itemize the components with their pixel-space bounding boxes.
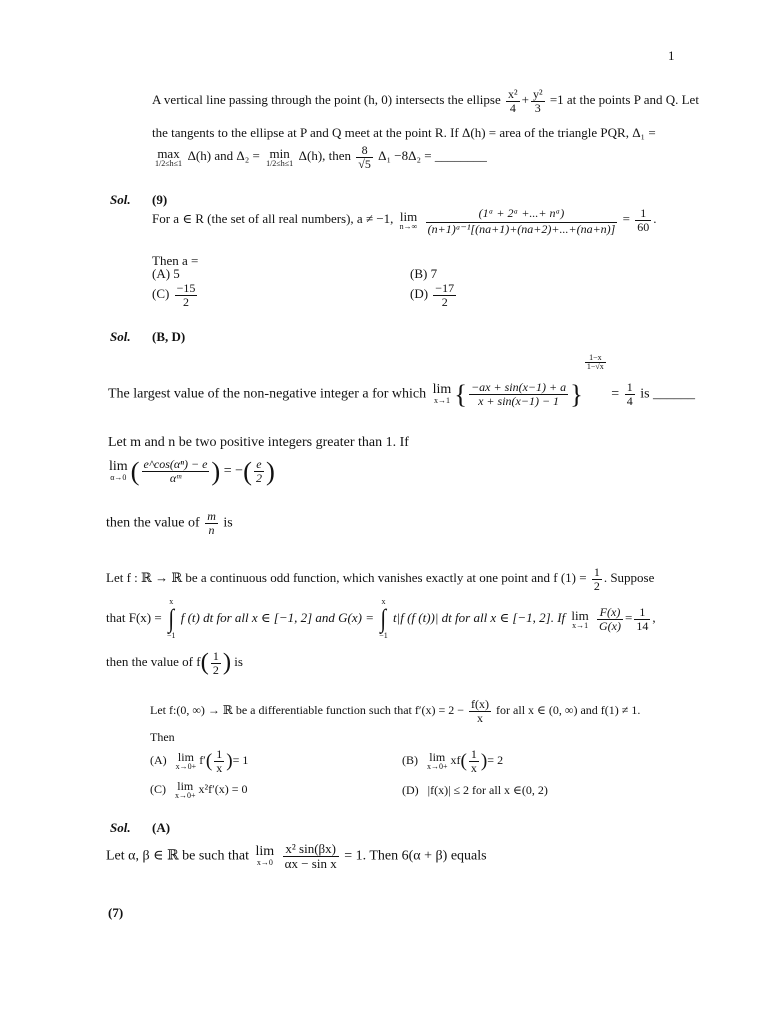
- q7-text-2: = 1. Then 6(α + β) equals: [344, 848, 487, 864]
- ellipse-x-fraction: $\frac{\text{x²}}{4}$: [508, 87, 518, 115]
- question-4-limit-expression: lim α→0 ( $\frac{\text{e\textasciicircum{}cos(αⁿ) − e}}{\text{αᵐ}}$ ) = −( $\frac{e}{2}$ ): [109, 456, 275, 486]
- option-6b: (B) lim x→0+ xf( $\frac{1}{x}$ )= 2: [402, 747, 504, 775]
- solution-7-answer: (7): [108, 905, 124, 920]
- q5-rhs-fraction: $\frac{1}{14}$: [636, 604, 649, 633]
- q5-text-3: that F(x) =: [106, 609, 162, 625]
- q3-exponent: $\frac{1-x}{1-√x}$: [586, 353, 604, 372]
- q5-half-fraction: $\frac{1}{2}$: [593, 565, 600, 593]
- q2-equals: =: [622, 211, 630, 227]
- integral-2-body: t|f (f (t))| dt for all x ∈ [−1, 2]. If: [393, 609, 566, 625]
- solution-1-answer: (9): [152, 192, 168, 207]
- option-2c-fraction: $\frac{-15}{2}$: [176, 281, 196, 309]
- integral-2: x ∫ −1: [379, 597, 388, 640]
- option-2a: (A) 5: [152, 266, 180, 281]
- question-7-line: [106, 842, 487, 870]
- q4-right-paren: ): [211, 456, 221, 486]
- max-operator: max 1/2≤h≤1: [155, 145, 183, 168]
- question-3-line: The largest value of the non-negative integer a for which lim x→1 { $\frac{-ax + \sin(x-1) + a}{x + \sin(x-1) - 1}$ } $\frac{1-x}{1-√x}$ = $\frac{1}{4}$ is ______: [108, 353, 696, 409]
- q2-text: For a ∈ R (the set of all real numbers), a ≠ −1,: [152, 211, 394, 227]
- solution-6-label: Sol.: [110, 820, 131, 835]
- q5-right-paren: ): [222, 648, 232, 676]
- q5-arg-fraction: $\frac{1}{2}$: [212, 649, 219, 677]
- q6-fraction: $\frac{f(x)}{x}$: [471, 697, 490, 725]
- solution-1-label: Sol.: [110, 192, 131, 207]
- q6-text-1: Let f:(0, ∞) → ℝ be a differentiable function such that f′(x) = 2 −: [150, 702, 465, 717]
- q5-text-1: Let f : ℝ → ℝ be a continuous odd function, which vanishes exactly at one point and f (1) =: [106, 570, 587, 586]
- question-1-line-1: A vertical line passing through the point (h, 0) intersects the ellipse $\frac{\text{x²}}{4}$ + $\frac{\text{y²}}{3}$ =1 at the points P and Q. Let: [152, 87, 699, 115]
- q4-left-paren: (: [130, 456, 140, 486]
- integral-1-body: f (t) dt for all x ∈ [−1, 2] and G(x) =: [180, 609, 374, 625]
- q5-text-5: is: [234, 654, 243, 670]
- q1-text-a: A vertical line passing through the point (h, 0) intersects the ellipse: [152, 92, 501, 108]
- q3-right-brace: }: [570, 378, 583, 409]
- option-6c: (C) lim x→0+ x²f′(x) = 0: [150, 779, 248, 800]
- question-5-line-3: [106, 650, 243, 676]
- option-6a-fraction: $\frac{1}{x}$: [216, 747, 223, 775]
- q3-limit: lim x→1: [432, 382, 452, 406]
- min-operator: min 1/2≤h≤1: [266, 145, 294, 168]
- q1-text-b: =1 at the points P and Q. Let: [549, 92, 699, 108]
- q4-text-3: is: [223, 515, 233, 531]
- question-1-line-3: [152, 144, 487, 170]
- solution-6-answer: (A): [152, 820, 171, 835]
- question-5-line-2: that F(x) = x ∫ −1 f (t) dt for all x ∈ [−1, 2] and G(x) = x ∫ −1 t|f (f (t))| dt for all x ∈ [−1, 2]. If lim x→1 $\frac{F(x)}{G(x)}$ = $\frac{1}{14}$ ,: [106, 597, 656, 640]
- question-4-line-1: Let m and n be two positive integers greater than 1. If: [108, 435, 409, 450]
- q5-left-paren: (: [200, 648, 209, 676]
- option-2b: (B) 7: [410, 266, 438, 281]
- solution-2-answer: (B, D): [152, 329, 186, 344]
- question-2-line: For a ∈ R (the set of all real numbers), a ≠ −1, lim n→∞ $\frac{\text{(1ᵃ + 2ᵃ +...+ nᵃ)}}{\text{(n+1)ᵃ⁻¹[(na+1)+(na+2)+...+(na+n)]}}$ = $\frac{1}{60}$ .: [152, 206, 657, 236]
- option-6b-limit: lim x→0+: [427, 750, 448, 772]
- q5-limit: lim x→1: [571, 607, 589, 630]
- option-2d-fraction: $\frac{-17}{2}$: [435, 281, 455, 309]
- q3-fraction: $\frac{-ax + \sin(x-1) + a}{x + \sin(x-1) - 1}$: [471, 380, 567, 408]
- option-2d: (D) $\frac{-17}{2}$: [410, 281, 455, 309]
- q7-text-1: Let α, β ∈ ℝ be such that: [106, 848, 249, 864]
- option-6a: (A) lim x→0+ f′( $\frac{1}{x}$ )= 1: [150, 747, 249, 775]
- question-2-then: Then a =: [152, 253, 199, 268]
- q4-rhs-fraction: $\frac{e}{2}$: [255, 457, 262, 485]
- q6-text-2: for all x ∈ (0, ∞) and f(1) ≠ 1.: [496, 702, 641, 717]
- q4-fraction: $\frac{\text{e\textasciicircum{}cos(αⁿ) − e}}{\text{αᵐ}}$: [143, 457, 208, 485]
- q4-rhs-left-paren: (: [243, 456, 252, 486]
- question-5-line-1: [106, 566, 654, 592]
- q5-text-2: . Suppose: [603, 570, 655, 586]
- q3-rhs-fraction: $\frac{1}{4}$: [626, 380, 633, 408]
- q3-text: The largest value of the non-negative integer a for which: [108, 386, 427, 402]
- q2-rhs-fraction: $\frac{1}{60}$: [637, 206, 650, 234]
- q1-text-e: Δ₁ −8Δ₂ = ________: [378, 148, 487, 164]
- q1-text-c: Δ(h) and Δ₂ =: [187, 148, 260, 164]
- question-4-line-3: [106, 510, 233, 536]
- q5-text-4: then the value of f: [106, 654, 201, 670]
- q3-tail: is ______: [640, 386, 696, 402]
- q1-text-d: Δ(h), then: [298, 148, 352, 164]
- integral-1: x ∫ −1: [166, 597, 176, 640]
- question-6-line-1: [150, 698, 640, 724]
- q7-fraction: $\frac{\text{x² sin(βx)}}{\text{αx − sin x}}$: [284, 841, 337, 871]
- solution-2-label: Sol.: [110, 329, 131, 344]
- q4-rhs-right-paren: ): [265, 456, 275, 486]
- q4-text-2: then the value of: [106, 515, 200, 531]
- q2-fraction: $\frac{\text{(1ᵃ + 2ᵃ +...+ nᵃ)}}{\text{(n+1)ᵃ⁻¹[(na+1)+(na+2)+...+(na+n)]}}$: [427, 206, 616, 236]
- page-number: 1: [668, 48, 675, 63]
- option-6c-limit: lim x→0+: [175, 779, 196, 800]
- q4-limit: lim α→0: [109, 459, 128, 483]
- q7-limit: lim x→0: [255, 844, 275, 868]
- question-6-then: Then: [150, 730, 175, 744]
- coefficient-fraction: $\frac{8}{√5}$: [358, 143, 371, 171]
- m-over-n-fraction: $\frac{m}{n}$: [207, 509, 216, 537]
- ellipse-y-fraction: $\frac{\text{y²}}{3}$: [532, 87, 543, 115]
- q2-limit: lim n→∞: [399, 208, 418, 231]
- option-6a-limit: lim x→0+: [175, 750, 197, 772]
- option-2c: (C) $\frac{-15}{2}$: [152, 281, 196, 309]
- q5-fg-fraction: $\frac{F(x)}{G(x)}$: [599, 604, 621, 633]
- q3-left-brace: {: [454, 378, 468, 409]
- question-1-line-2: the tangents to the ellipse at P and Q meet at the point R. If Δ(h) = area of the triangle PQR, Δ₁ =: [152, 125, 656, 140]
- option-6d: (D) |f(x)| ≤ 2 for all x ∈(0, 2): [402, 783, 548, 797]
- option-6b-fraction: $\frac{1}{x}$: [470, 747, 477, 775]
